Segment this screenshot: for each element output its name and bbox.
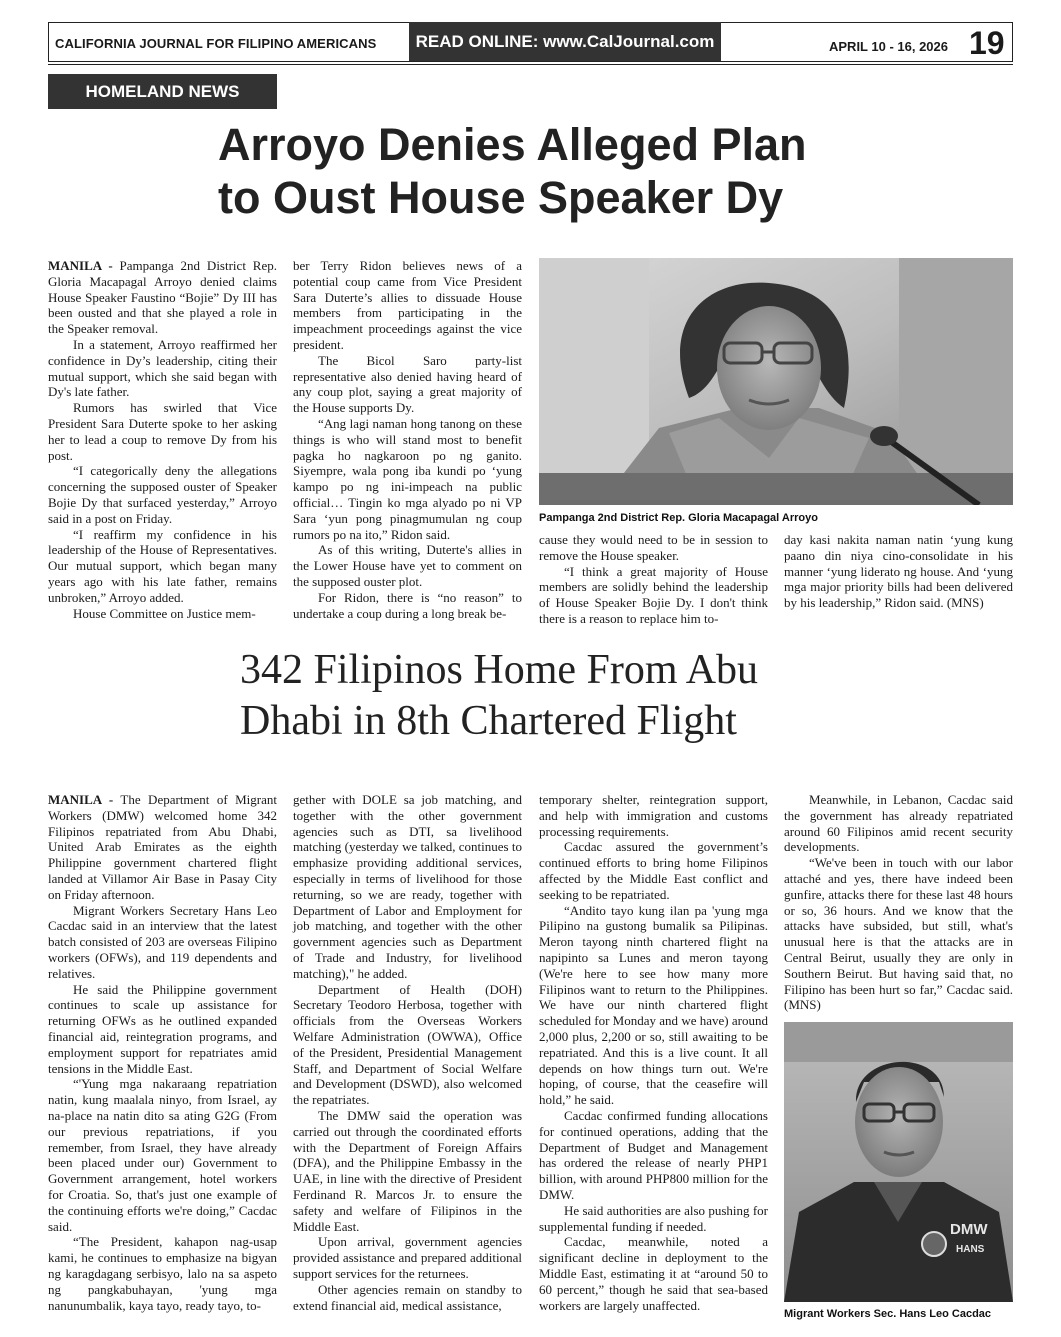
article2-paragraph: MANILA - The Department of Migrant Workers (DMW) welcomed home 342 Filipinos repatriated from Abu Dhabi, United Arab Emirates as the eighth Philippine government chartered flight landed at Villamor Air Base in Pasay City on Friday afternoon. <box>48 792 277 902</box>
article2-paragraph: “Andito tayo kung ilan pa 'yung mga Pilipino na gustong bumalik sa Pilipinas. Meron tayong ninth chartered flight na napipinto sa Lunes and meron tayong (We're here to see how many more Filipinos want to return to the Philippines. We have our ninth chartered flight scheduled for Monday and we have) around 2,000 plus, 2,200 or so, still awaiting to be repatriated. And this is a live count. It all depends on how things turn out. We're hoping, of course, that the ceasefire will hold,” he said. <box>539 902 768 1108</box>
article1-headline <box>218 118 807 224</box>
page-header <box>48 22 1013 62</box>
article2-paragraph: Cacdac assured the government’s continued efforts to bring home Filipinos affected by the Middle East conflict and seeking to be repatriated. <box>539 839 768 902</box>
jacket-name-text: HANS <box>956 1244 985 1255</box>
article2-paragraph: Other agencies remain on standby to extend financial aid, medical assistance, <box>293 1281 522 1313</box>
cacdac-photo <box>784 1022 1013 1302</box>
article1-paragraph: “I think a great majority of House members are solidly behind the leadership of House Speaker Bojie Dy. I don't think there is a reason to replace him to- <box>539 563 768 626</box>
article2-paragraph: The DMW said the operation was carried out through the coordinated efforts with the Department of Foreign Affairs (DFA), and the Philippine Embassy in the UAE, in line with the directive of President Ferdinand R. Marcos Jr. to ensure the safety and welfare of Filipinos in the Middle East. <box>293 1107 522 1234</box>
article2-paragraph: Department of Health (DOH) Secretary Teodoro Herbosa, together with officials from the Overseas Workers Welfare Administration (OWWA), Office of the President, Presidential Management Staff, and Department of Social Welfare and Development (DSWD), also welcomed the repatriates. <box>293 981 522 1108</box>
publication-name: CALIFORNIA JOURNAL FOR FILIPINO AMERICANS <box>55 36 377 51</box>
article2-paragraph: Cacdac, meanwhile, noted a significant decline in deployment to the Middle East, estimating it at “around 50 to 60 percent,” though he said that sea-based workers are largely unaffected. <box>539 1234 768 1313</box>
article2-paragraph: Cacdac confirmed funding allocations for continued operations, adding that the Department of Budget and Management has ordered the release of nearly PHP1 billion, with around PHP800 million for the DMW. <box>539 1107 768 1202</box>
article1-column-1 <box>48 258 277 621</box>
article2-paragraph: Migrant Workers Secretary Hans Leo Cacdac said in an interview that the latest batch consisted of 203 are overseas Filipino workers (OFWs), and 119 dependents and relatives. <box>48 902 277 981</box>
article2-dateline: MANILA - <box>48 792 114 807</box>
article2-paragraph: He said authorities are also pushing for supplemental funding if needed. <box>539 1202 768 1234</box>
article2-headline <box>240 645 758 747</box>
article1-paragraph: The Bicol Saro party-list representative also denied having heard of any coup plot, saying a great majority of the House supports Dy. <box>293 352 522 416</box>
article2-paragraph: gether with DOLE sa job matching, and together with the other government agencies such as DTI, sa livelihood matching (yesterday we talked, continues to emphasize providing additional services, especially in terms of livelihood for those returning, so we are ready, together with Department of Labor and Employment for job matching, and together with the other government agencies such as Department of Trade and Industry, for livelihood matching)," he added. <box>293 792 522 981</box>
article2-column-2 <box>293 792 522 1313</box>
article1-paragraph: For Ridon, there is “no reason” to undertake a coup during a long break be- <box>293 589 522 621</box>
cacdac-photo-caption: Migrant Workers Sec. Hans Leo Cacdac <box>784 1308 992 1320</box>
section-label: HOMELAND NEWS <box>48 74 277 109</box>
article1-headline-line1: Arroyo Denies Alleged Plan <box>218 119 807 170</box>
article2-paragraph: temporary shelter, reintegration support, and help with immigration and customs processing requirements. <box>539 792 768 839</box>
article1-paragraph: In a statement, Arroyo reaffirmed her confidence in Dy’s leadership, citing their mutual support, which she said began with Dy's late father. <box>48 336 277 400</box>
article1-paragraph: ber Terry Ridon believes news of a potential coup came from Vice President Sara Duterte’s allies to dissuade House members from participating in the impeachment proceedings against the vice president. <box>293 258 522 352</box>
header-rule <box>48 64 1013 65</box>
article1-paragraph: As of this writing, Duterte's allies in the Lower House have yet to comment on the supposed ouster plot. <box>293 542 522 589</box>
article1-paragraph: “Ang lagi naman hong tanong on these things is who will stand most to benefit pagka ho nagkaroon po ng ganito. Siyempre, wala pong iba kundi po ‘yung kampo po ng ini-impeach na public official… Tingin ko mga alyado po ni VP Sara ‘yun pong pinagmumulan ng coup rumors po na ito,” Ridon said. <box>293 415 522 542</box>
article1-paragraph: MANILA - Pampanga 2nd District Rep. Gloria Macapagal Arroyo denied claims House Speaker Faustino “Bojie” Dy III has been ousted and that she played a role in the Speaker removal. <box>48 258 277 337</box>
jacket-dmw-logo: DMW <box>950 1221 988 1238</box>
article2-headline-line2: Dhabi in 8th Chartered Flight <box>240 698 737 744</box>
article1-paragraph: “I categorically deny the allegations concerning the supposed ouster of Speaker Bojie Dy that surfaced yesterday,” Arroyo said in a post on Friday. <box>48 463 277 526</box>
article2-paragraph: He said the Philippine government continues to scale up assistance for returning OFWs as he outlined expanded financial aid, reintegration programs, and employment support for repatriates amid tensions in the Middle East. <box>48 981 277 1076</box>
article2-column-3 <box>539 792 768 1313</box>
arroyo-photo-image <box>539 258 1013 505</box>
article1-paragraph: day kasi nakita naman natin ‘yung kung paano din niya cino-consolidate in his manner ‘yung liderato ng house. And ‘yung mga major priority bills had been delivered by his leadership,” Ridon said. (MNS) <box>784 532 1013 611</box>
article2-paragraph: “We've been in touch with our labor attaché and yes, there have indeed been gunfire, attacks there for these last 48 hours or so, 36 hours. And we know that the attacks have subsided, but still, what's unusual here is that the attacks are in Central Beirut, usually they are only in Southern Beirut. But having said that, no Filipino has been hurt so far,” Cacdac said. (MNS) <box>784 855 1013 1013</box>
article2-paragraph: “The President, kahapon nag-usap kami, he continues to emphasize na bigyan ng karagdagang serbisyo, lalo na sa aspeto ng pangkabuhayan, 'yung mga nanunumbalik, kaya tayo, ready tayo, to- <box>48 1234 277 1313</box>
article1-dateline: MANILA - <box>48 258 113 273</box>
article2-paragraph: “'Yung mga nakaraang repatriation natin, kung maalala ninyo, from Israel, ay na-place na natin dito sa ating G2G (From our previous repatriations, if you remember, from Israel, they have already been placed under our) Government to Government arrangement, hotel workers for Croatia. So, that's just one example of the continuing efforts we're doing,” Cacdac said. <box>48 1076 277 1234</box>
arroyo-photo-caption: Pampanga 2nd District Rep. Gloria Macapagal Arroyo <box>539 512 818 524</box>
article1-paragraph: “I reaffirm my confidence in his leadership of the House of Representatives. Our mutual support, which began many years ago with his late father, remains unbroken,” Arroyo added. <box>48 526 277 605</box>
arroyo-photo <box>539 258 1013 505</box>
article1-column-2 <box>293 258 522 621</box>
article1-column-3 <box>539 532 768 627</box>
issue-date: APRIL 10 - 16, 2026 <box>829 39 948 54</box>
article1-paragraph: cause they would need to be in session to remove the House speaker. <box>539 532 768 563</box>
article1-paragraph: House Committee on Justice mem- <box>73 605 256 621</box>
article2-headline-line1: 342 Filipinos Home From Abu <box>240 647 759 693</box>
page-number: 19 <box>969 25 1005 61</box>
article1-headline-line2: to Oust House Speaker Dy <box>218 172 784 223</box>
article1-column-4 <box>784 532 1013 611</box>
article2-paragraph: Meanwhile, in Lebanon, Cacdac said the government has already repatriated around 60 Filipinos amid recent security developments. <box>784 792 1013 855</box>
article2-column-4 <box>784 792 1013 1013</box>
cacdac-photo-image <box>784 1022 1013 1302</box>
article2-paragraph: Upon arrival, government agencies provided assistance and prepared additional support services for the returnees. <box>293 1234 522 1281</box>
article1-paragraph: Rumors has swirled that Vice President Sara Duterte spoke to her asking her to lead a coup to remove Dy from his post. <box>48 400 277 463</box>
read-online-banner[interactable]: READ ONLINE: www.CalJournal.com <box>409 22 721 61</box>
article2-column-1 <box>48 792 277 1313</box>
